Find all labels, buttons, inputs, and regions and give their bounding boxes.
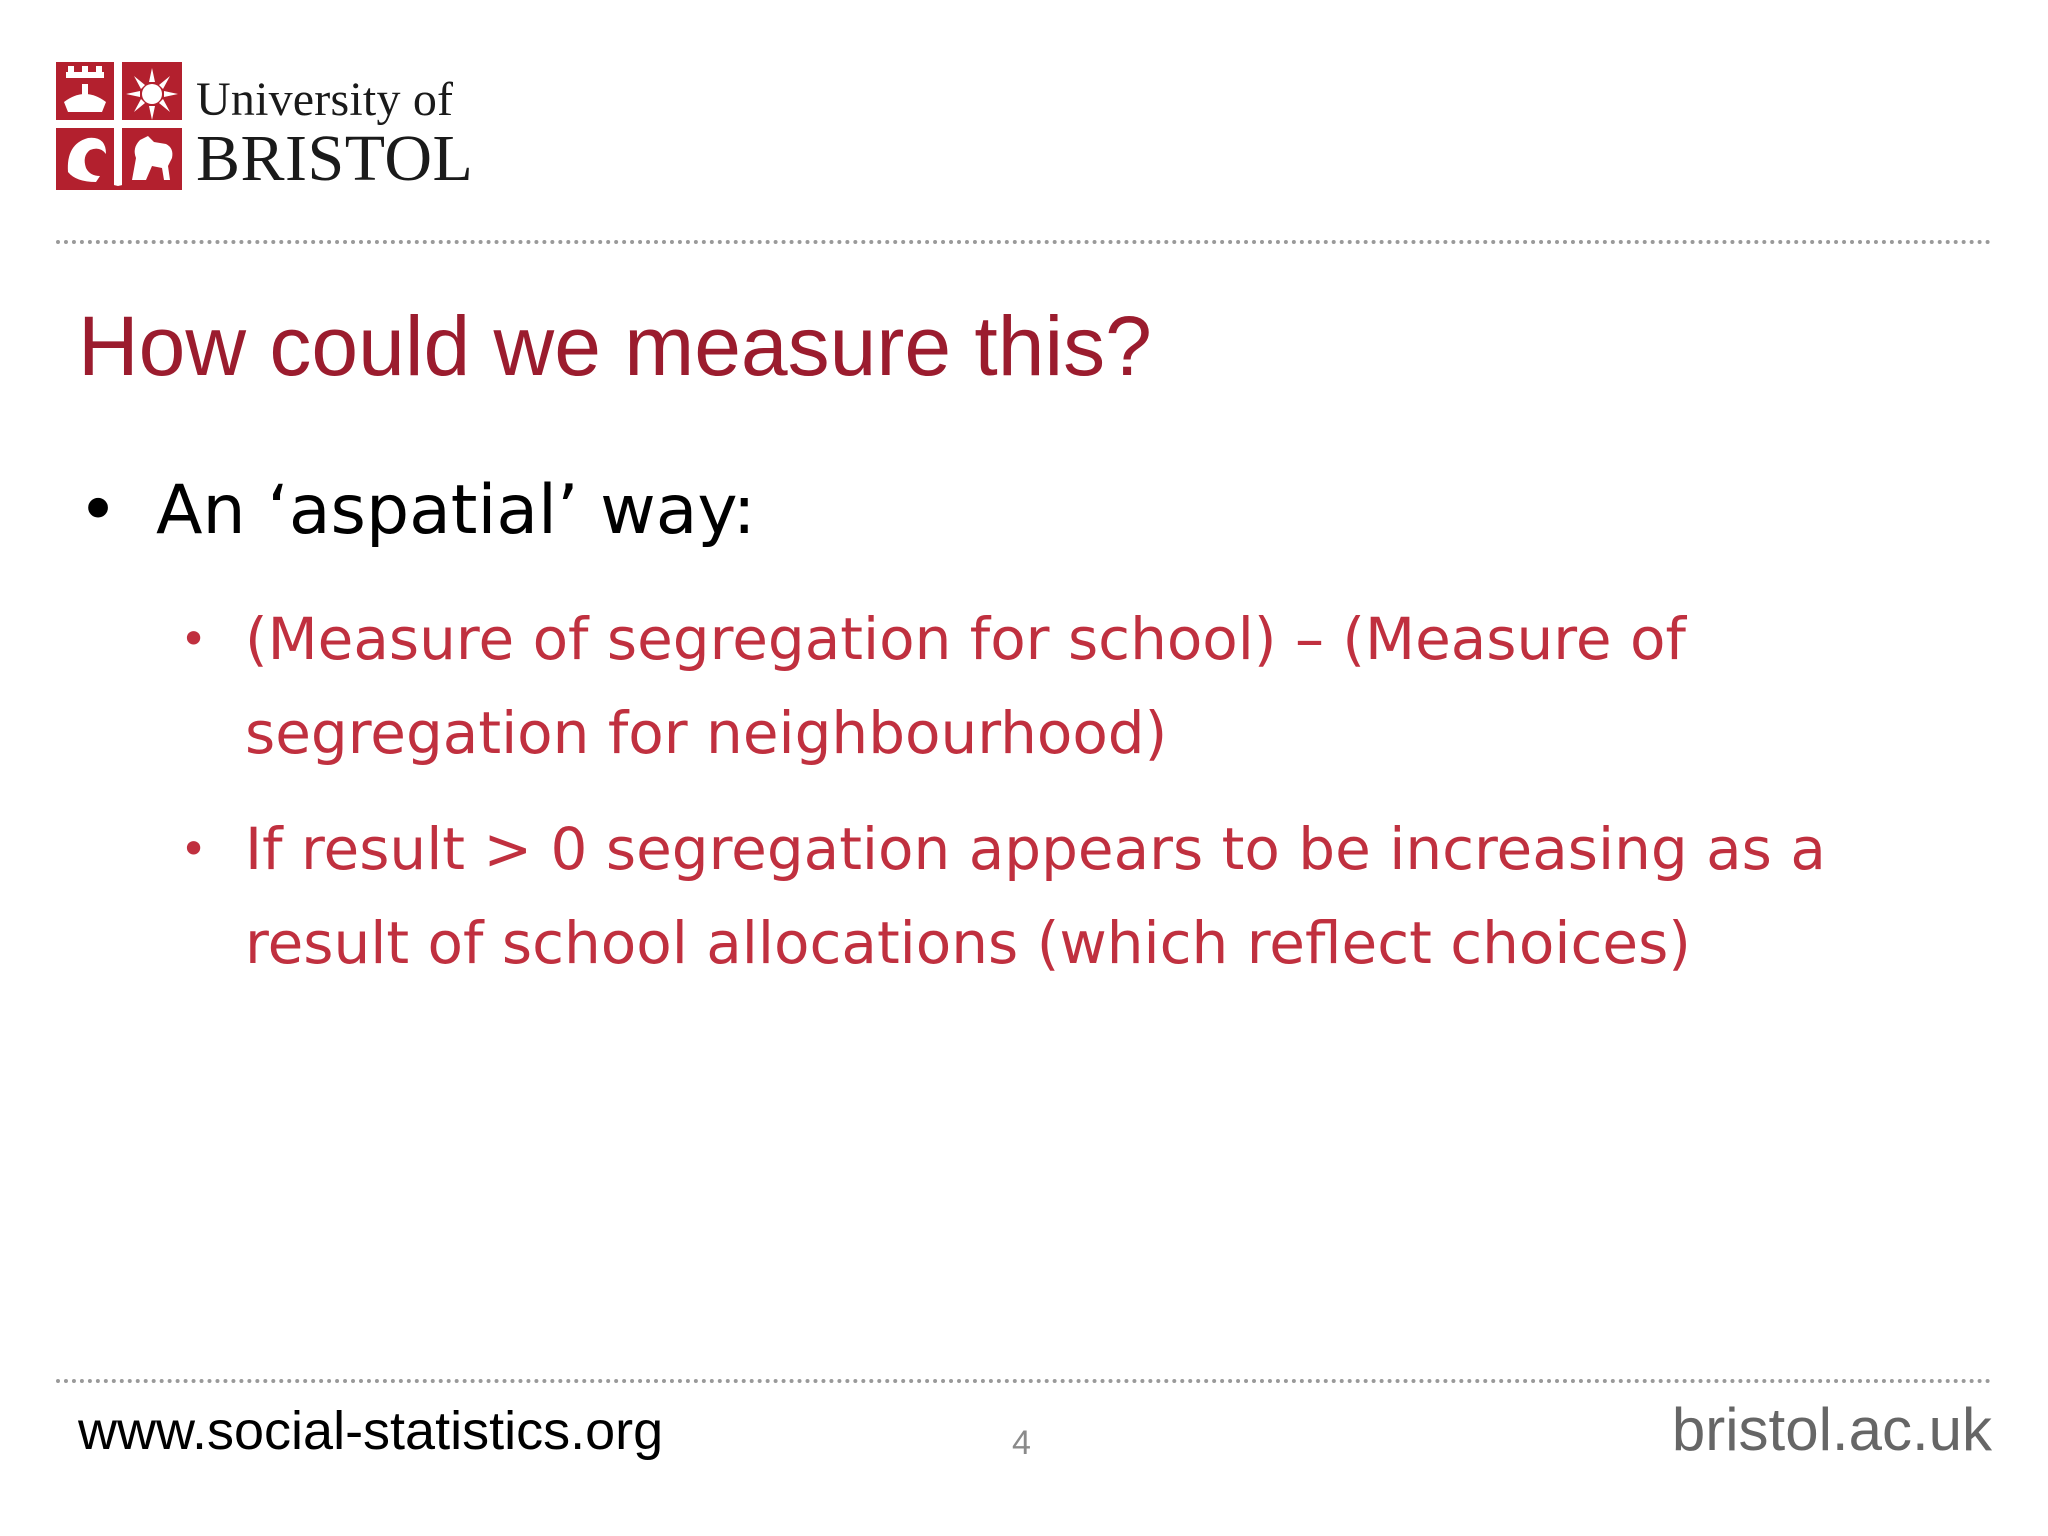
slide-title: How could we measure this? bbox=[78, 299, 1152, 393]
bullet-dot-icon: • bbox=[78, 471, 119, 550]
sub-bullet-2 bbox=[180, 802, 2000, 990]
sub-bullet-text: (Measure of segregation for school) – (Measure of segregation for neighbourhood) bbox=[245, 605, 1686, 767]
bullet-dot-icon: • bbox=[180, 822, 208, 876]
university-logo bbox=[56, 62, 496, 195]
sub-bullet-1 bbox=[180, 592, 2000, 780]
top-divider bbox=[56, 240, 1992, 244]
university-wordmark bbox=[196, 73, 474, 195]
bullet-dot-icon: • bbox=[180, 612, 208, 666]
page-number: 4 bbox=[1012, 1424, 1031, 1462]
sub-bullet-text: If result > 0 segregation appears to be increasing as a result of school allocations (which reflect choices) bbox=[245, 815, 1826, 977]
logo-line-1: University of bbox=[196, 73, 454, 126]
logo-line-2: BRISTOL bbox=[196, 122, 474, 195]
footer-website: www.social-statistics.org bbox=[78, 1401, 664, 1461]
bottom-divider bbox=[56, 1379, 1992, 1383]
bullet-text: An ‘aspatial’ way: bbox=[156, 471, 756, 550]
footer-domain: bristol.ac.uk bbox=[1671, 1396, 1992, 1463]
bristol-crest-icon bbox=[56, 62, 182, 190]
